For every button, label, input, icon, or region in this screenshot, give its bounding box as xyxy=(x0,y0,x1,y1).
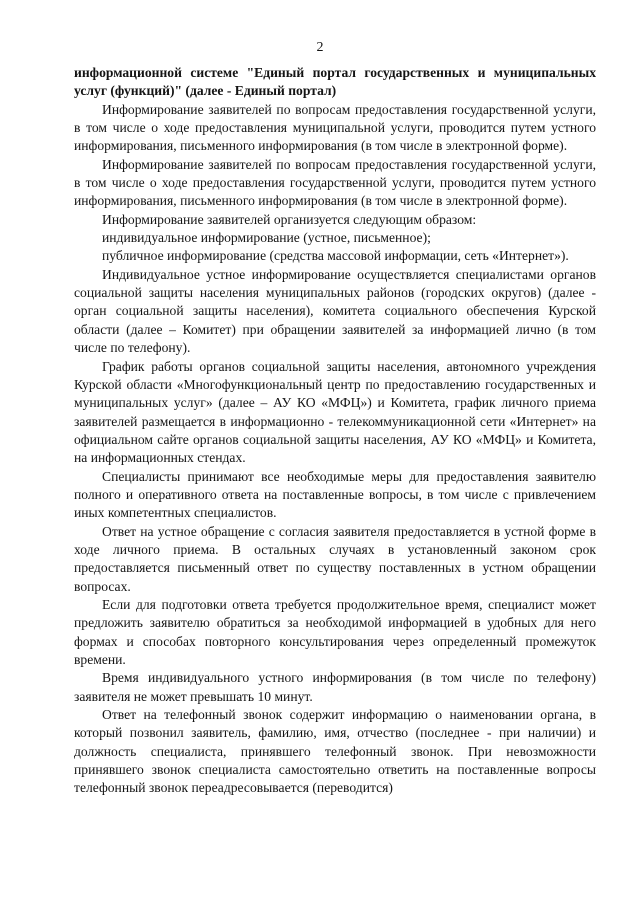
paragraph: Информирование заявителей по вопросам предоставления государственной услуги, в том числе о ходе предоставления государственной услуги, проводится путем устного информирования, письменного информирования (в том числе в электронной форме). xyxy=(74,156,596,209)
document-body xyxy=(74,64,596,798)
paragraph: Информирование заявителей по вопросам предоставления государственной услуги, в том числе о ходе предоставления муниципальной услуги, проводится путем устного информирования, письменного информирования (в том числе в электронной форме). xyxy=(74,101,596,154)
paragraph: Ответ на телефонный звонок содержит информацию о наименовании органа, в который позвонил заявитель, фамилию, имя, отчество (последнее - при наличии) и должность специалиста, принявшего телефонный звонок. При невозможности принявшего звонок специалиста самостоятельно ответить на поставленные вопросы телефонный звонок переадресовывается (переводится) xyxy=(74,707,596,796)
paragraph-portal-heading: информационной системе "Единый портал государственных и муниципальных услуг (функций)" (далее - Единый портал) xyxy=(74,65,596,99)
paragraph: публичное информирование (средства массовой информации, сеть «Интернет»). xyxy=(102,248,569,264)
paragraph: Время индивидуального устного информирования (в том числе по телефону) заявителя не может превышать 10 минут. xyxy=(74,670,596,704)
paragraph: График работы органов социальной защиты населения, автономного учреждения Курской области «Многофункциональный центр по предоставлению государственных и муниципальных услуг» (далее – АУ КО «МФЦ») и Комитета, график личного приема заявителей размещается в информационно - телекоммуникационной сети «Интернет» на официальном сайте органов социальной защиты населения, АУ КО «МФЦ» и Комитета, на информационных стендах. xyxy=(74,358,596,466)
paragraph: Информирование заявителей организуется следующим образом: xyxy=(102,211,477,227)
paragraph: Специалисты принимают все необходимые меры для предоставления заявителю полного и оперативного ответа на поставленные вопросы, в том числе с привлечением иных компетентных специалистов. xyxy=(74,468,596,521)
page-number: 2 xyxy=(316,40,324,55)
paragraph: Если для подготовки ответа требуется продолжительное время, специалист может предложить заявителю обратиться за необходимой информацией в удобных для него формах и способах повторного консультирования через определенный промежуток времени. xyxy=(74,596,596,667)
paragraph: индивидуальное информирование (устное, письменное); xyxy=(102,230,431,246)
paragraph: Ответ на устное обращение с согласия заявителя предоставляется в устной форме в ходе личного приема. В остальных случаях в установленный законом срок предоставляется письменный ответ по существу поставленных в устном обращении вопросах. xyxy=(74,523,596,594)
paragraph: Индивидуальное устное информирование осуществляется специалистами органов социальной защиты населения муниципальных районов (городских округов) (далее - орган социальной защиты населения), комитета социального обеспечения Курской области (далее – Комитет) при обращении заявителей за информацией лично (в том числе по телефону). xyxy=(74,266,596,356)
